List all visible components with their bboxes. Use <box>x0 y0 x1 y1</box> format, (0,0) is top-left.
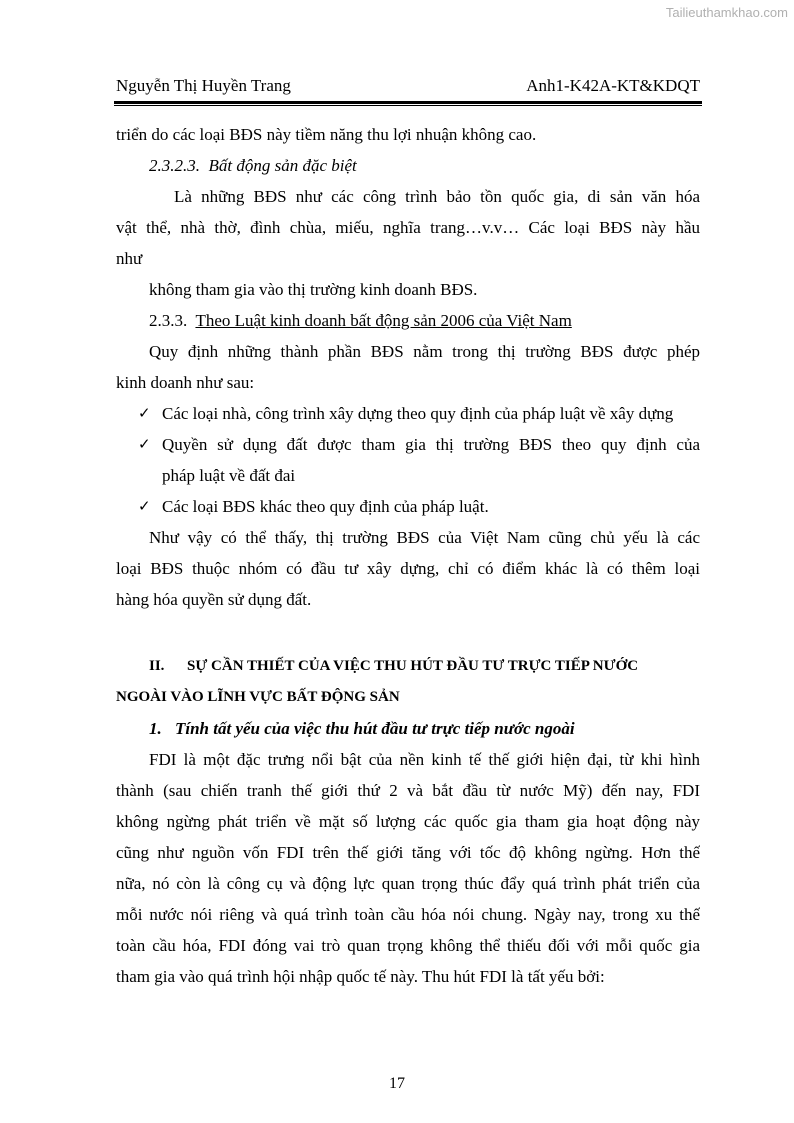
text-line: kinh doanh như sau: <box>116 373 255 392</box>
bullet-continuation: pháp luật về đất đai <box>162 466 296 485</box>
subsection-heading-1 <box>116 713 700 744</box>
text-line: vật thể, nhà thờ, đình chùa, miếu, nghĩa trang…v.v… Các loại BĐS này hầu <box>116 218 700 237</box>
text-line: toàn cầu hóa, FDI đóng vai trò quan trọng không thể thiếu đối với mỗi quốc gia <box>116 936 700 955</box>
text-line: Là những BĐS như các công trình bảo tồn quốc gia, di sản văn hóa <box>174 187 700 206</box>
watermark: Tailieuthamkhao.com <box>665 5 788 20</box>
text-line: triển do các loại BĐS này tiềm năng thu lợi nhuận không cao. <box>116 125 537 144</box>
section-number: II. <box>149 658 165 674</box>
text-line: loại BĐS thuộc nhóm có đầu tư xây dựng, chỉ có điểm khác là có thêm loại <box>116 559 700 578</box>
heading-title: Theo Luật kinh doanh bất động sản 2006 của Việt Nam <box>195 311 572 330</box>
text-line: Quy định những thành phần BĐS nằm trong thị trường BĐS được phép <box>149 342 700 361</box>
checkmark-icon: ✓ <box>138 404 151 422</box>
text-line: FDI là một đặc trưng nổi bật của nền kinh tế thế giới hiện đại, từ khi hình <box>149 750 700 769</box>
section-heading-ii-cont: NGOÀI VÀO LĨNH VỰC BẤT ĐỘNG SẢN <box>116 689 400 705</box>
text-line: như <box>116 249 143 268</box>
text-line: Như vậy có thể thấy, thị trường BĐS của Việt Nam cũng chủ yếu là các <box>149 528 700 547</box>
text-line: cũng như nguồn vốn FDI trên thế giới tăng với tốc độ không ngừng. Hơn thế <box>116 843 700 862</box>
heading-number: 2.3.2.3. <box>149 156 200 175</box>
subsection-title: Tính tất yếu của việc thu hút đầu tư trực tiếp nước ngoài <box>175 719 575 738</box>
heading-title: Bất động sản đặc biệt <box>208 156 357 175</box>
text-line: hàng hóa quyền sử dụng đất. <box>116 590 312 609</box>
page-number: 17 <box>389 1075 405 1092</box>
section-heading-ii <box>116 651 700 682</box>
text-line: mỗi nước nói riêng và quá trình toàn cầu hóa nói chung. Ngày nay, trong xu thế <box>116 905 700 924</box>
bullet-text: Các loại BĐS khác theo quy định của pháp luật. <box>162 497 489 516</box>
text-line: không tham gia vào thị trường kinh doanh BĐS. <box>149 280 478 299</box>
bullet-item <box>116 398 700 429</box>
subsection-number: 1. <box>149 719 162 738</box>
bullet-text: Các loại nhà, công trình xây dựng theo quy định của pháp luật về xây dựng <box>162 404 674 423</box>
header-rule <box>114 101 702 106</box>
section-title: SỰ CẦN THIẾT CỦA VIỆC THU HÚT ĐẦU TƯ TRỰC TIẾP NƯỚC <box>187 658 639 674</box>
text-line: tham gia vào quá trình hội nhập quốc tế này. Thu hút FDI là tất yếu bởi: <box>116 967 605 986</box>
header-class-code: Anh1-K42A-KT&KDQT <box>526 76 700 95</box>
header-author: Nguyễn Thị Huyền Trang <box>116 76 291 95</box>
heading-number: 2.3.3. <box>149 311 188 330</box>
checkmark-icon: ✓ <box>138 435 151 453</box>
document-body <box>116 119 700 992</box>
text-line: thành (sau chiến tranh thế giới thứ 2 và bắt đầu từ nước Mỹ) đến nay, FDI <box>116 781 700 800</box>
text-line: không ngừng phát triển về mặt số lượng các quốc gia tham gia hoạt động này <box>116 812 700 831</box>
bullet-item <box>116 429 700 460</box>
checkmark-icon: ✓ <box>138 497 151 515</box>
bullet-text: Quyền sử dụng đất được tham gia thị trường BĐS theo quy định của <box>162 435 700 454</box>
text-line: nữa, nó còn là công cụ và động lực quan trọng thúc đẩy quá trình phát triển của <box>116 874 700 893</box>
heading-2-3-2-3 <box>116 150 700 181</box>
bullet-item <box>116 491 700 522</box>
heading-2-3-3 <box>116 305 700 336</box>
